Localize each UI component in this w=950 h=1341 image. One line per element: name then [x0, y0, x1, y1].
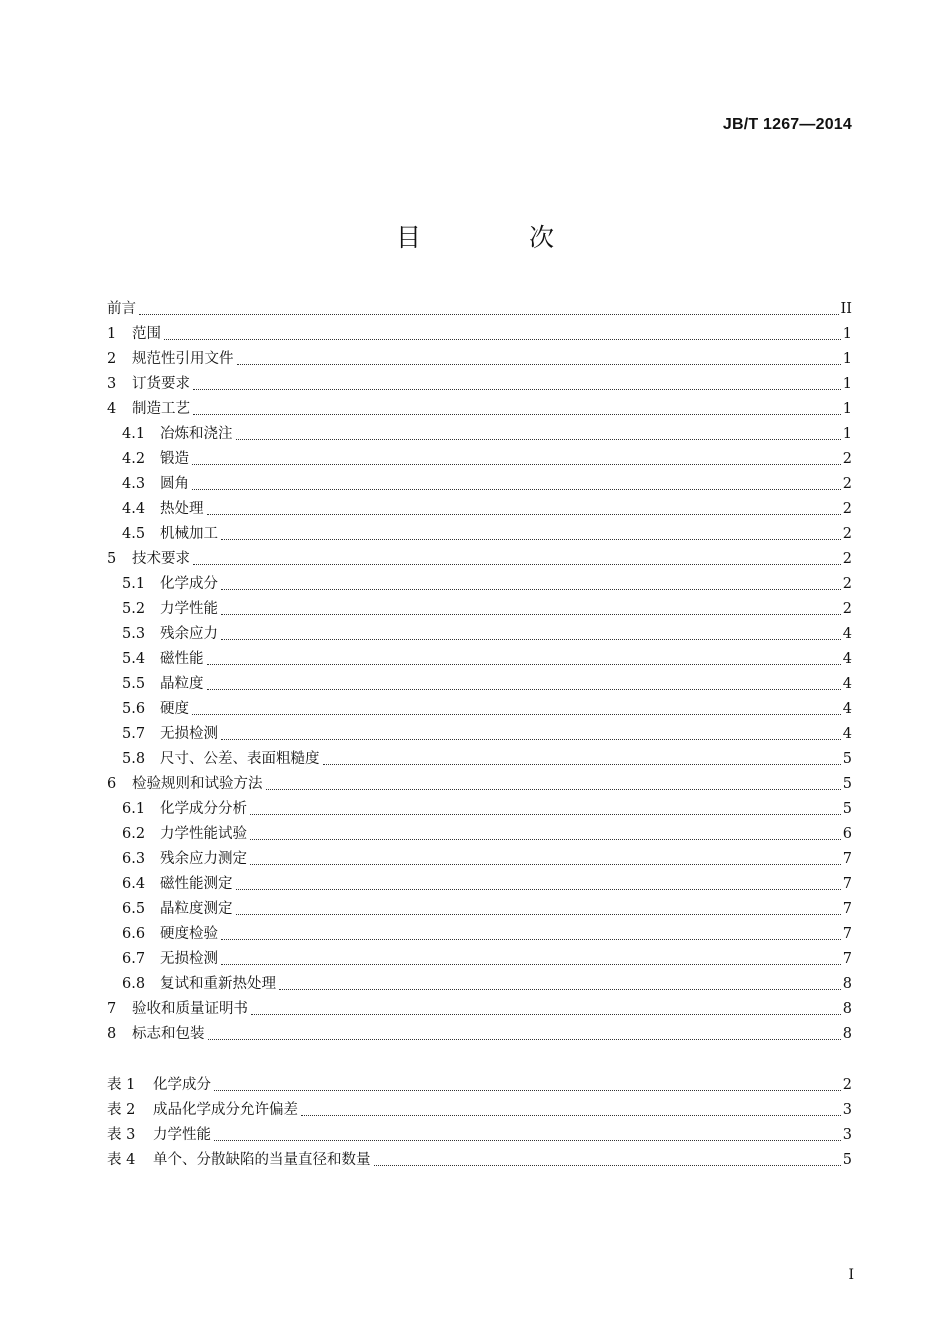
table-entry[interactable] [107, 1098, 852, 1123]
toc-entry[interactable] [107, 297, 852, 322]
entry-page: 8 [842, 976, 852, 992]
toc-list [107, 297, 852, 1047]
entry-label: 磁性能 [160, 651, 204, 667]
toc-entry[interactable] [107, 822, 852, 847]
entry-label: 化学成分分析 [160, 801, 247, 817]
entry-label: 化学成分 [153, 1077, 211, 1093]
dot-leader [221, 938, 841, 940]
entry-label: 残余应力测定 [160, 851, 247, 867]
dot-leader [374, 1164, 841, 1166]
entry-label: 尺寸、公差、表面粗糙度 [160, 751, 320, 767]
entry-page: 5 [842, 1152, 852, 1168]
toc-entry[interactable] [107, 997, 852, 1022]
entry-number: 5 [107, 551, 117, 567]
entry-number: 6.7 [122, 951, 146, 967]
standard-code: JB/T 1267—2014 [722, 116, 852, 133]
entry-label: 硬度检验 [160, 926, 218, 942]
entry-label: 验收和质量证明书 [132, 1001, 248, 1017]
entry-number: 4 [107, 401, 117, 417]
dot-leader [266, 788, 841, 790]
dot-leader [250, 863, 841, 865]
toc-entry[interactable] [107, 472, 852, 497]
entry-page: 7 [842, 901, 852, 917]
dot-leader [221, 638, 841, 640]
entry-number: 5.8 [122, 751, 146, 767]
entry-label: 冶炼和浇注 [160, 426, 233, 442]
dot-leader [236, 438, 841, 440]
entry-number: 6.3 [122, 851, 146, 867]
entry-label: 无损检测 [160, 951, 218, 967]
entry-label: 成品化学成分允许偏差 [153, 1102, 298, 1118]
entry-number: 4.4 [122, 501, 146, 517]
entry-number: 5.6 [122, 701, 146, 717]
entry-number: 8 [107, 1026, 117, 1042]
entry-page: 1 [842, 376, 852, 392]
dot-leader [214, 1089, 841, 1091]
dot-leader [301, 1114, 841, 1116]
toc-entry[interactable] [107, 597, 852, 622]
entry-label: 技术要求 [132, 551, 190, 567]
entry-page: 4 [842, 726, 852, 742]
entry-number: 表 2 [107, 1102, 136, 1118]
toc-entry[interactable] [107, 647, 852, 672]
dot-leader [221, 538, 841, 540]
toc-entry[interactable] [107, 722, 852, 747]
entry-page: 1 [842, 426, 852, 442]
dot-leader [221, 613, 841, 615]
entry-number: 3 [107, 376, 117, 392]
entry-label: 磁性能测定 [160, 876, 233, 892]
toc-entry[interactable] [107, 322, 852, 347]
entry-page: 2 [842, 526, 852, 542]
entry-label: 机械加工 [160, 526, 218, 542]
table-entry[interactable] [107, 1123, 852, 1148]
entry-number: 4.3 [122, 476, 146, 492]
table-list [107, 1073, 852, 1173]
toc-entry[interactable] [107, 772, 852, 797]
table-entry[interactable] [107, 1073, 852, 1098]
entry-page: 1 [842, 326, 852, 342]
entry-label: 残余应力 [160, 626, 218, 642]
toc-entry[interactable] [107, 372, 852, 397]
entry-page: 2 [842, 476, 852, 492]
toc-entry[interactable] [107, 847, 852, 872]
entry-page: 7 [842, 951, 852, 967]
entry-label: 力学性能 [160, 601, 218, 617]
table-entry[interactable] [107, 1148, 852, 1173]
dot-leader [208, 1038, 841, 1040]
dot-leader [164, 338, 841, 340]
entry-page: 5 [842, 801, 852, 817]
entry-number: 5.1 [122, 576, 146, 592]
entry-number: 4.2 [122, 451, 146, 467]
toc-entry[interactable] [107, 897, 852, 922]
entry-label: 化学成分 [160, 576, 218, 592]
entry-number: 6.8 [122, 976, 146, 992]
toc-entry[interactable] [107, 972, 852, 997]
toc-entry[interactable] [107, 747, 852, 772]
toc-entry[interactable] [107, 397, 852, 422]
entry-label: 圆角 [160, 476, 189, 492]
entry-label: 晶粒度测定 [160, 901, 233, 917]
entry-page: 7 [842, 851, 852, 867]
entry-page: 4 [842, 701, 852, 717]
entry-label: 力学性能试验 [160, 826, 247, 842]
dot-leader [214, 1139, 841, 1141]
toc-entry[interactable] [107, 547, 852, 572]
entry-label: 热处理 [160, 501, 204, 517]
entry-number: 表 1 [107, 1077, 136, 1093]
entry-label: 晶粒度 [160, 676, 204, 692]
entry-page: 4 [842, 676, 852, 692]
dot-leader [207, 663, 841, 665]
entry-label: 前言 [107, 301, 136, 317]
toc-entry[interactable] [107, 622, 852, 647]
dot-leader [279, 988, 841, 990]
page-number: I [848, 1267, 854, 1283]
entry-page: 6 [842, 826, 852, 842]
entry-page: II [840, 301, 852, 317]
dot-leader [139, 313, 839, 315]
entry-number: 6.2 [122, 826, 146, 842]
entry-number: 5.3 [122, 626, 146, 642]
entry-number: 6 [107, 776, 117, 792]
toc-entry[interactable] [107, 347, 852, 372]
entry-page: 8 [842, 1026, 852, 1042]
toc-entry[interactable] [107, 697, 852, 722]
entry-label: 无损检测 [160, 726, 218, 742]
entry-page: 2 [842, 501, 852, 517]
dot-leader [192, 488, 841, 490]
entry-page: 2 [842, 551, 852, 567]
entry-number: 4.1 [122, 426, 146, 442]
entry-label: 单个、分散缺陷的当量直径和数量 [153, 1152, 371, 1168]
entry-label: 检验规则和试验方法 [132, 776, 263, 792]
entry-number: 7 [107, 1001, 117, 1017]
entry-number: 5.2 [122, 601, 146, 617]
entry-page: 2 [842, 451, 852, 467]
dot-leader [193, 563, 841, 565]
toc-entry[interactable] [107, 872, 852, 897]
entry-number: 6.5 [122, 901, 146, 917]
entry-number: 6.1 [122, 801, 146, 817]
entry-label: 力学性能 [153, 1127, 211, 1143]
dot-leader [236, 913, 841, 915]
entry-page: 5 [842, 751, 852, 767]
entry-label: 规范性引用文件 [132, 351, 234, 367]
entry-number: 1 [107, 326, 117, 342]
dot-leader [207, 513, 841, 515]
entry-number: 表 3 [107, 1127, 136, 1143]
toc-entry[interactable] [107, 572, 852, 597]
entry-number: 5.7 [122, 726, 146, 742]
toc-entry[interactable] [107, 797, 852, 822]
toc-title: 目 次 [396, 223, 604, 252]
entry-label: 标志和包装 [132, 1026, 205, 1042]
entry-number: 6.6 [122, 926, 146, 942]
dot-leader [193, 413, 841, 415]
entry-label: 硬度 [160, 701, 189, 717]
dot-leader [193, 388, 841, 390]
dot-leader [236, 888, 841, 890]
entry-page: 2 [842, 601, 852, 617]
entry-label: 锻造 [160, 451, 189, 467]
toc-entry[interactable] [107, 1022, 852, 1047]
entry-page: 4 [842, 626, 852, 642]
entry-page: 8 [842, 1001, 852, 1017]
toc-entry[interactable] [107, 947, 852, 972]
dot-leader [192, 463, 841, 465]
entry-page: 1 [842, 401, 852, 417]
dot-leader [221, 588, 841, 590]
entry-number: 4.5 [122, 526, 146, 542]
toc-entry[interactable] [107, 497, 852, 522]
dot-leader [237, 363, 841, 365]
entry-number: 表 4 [107, 1152, 136, 1168]
entry-number: 2 [107, 351, 117, 367]
entry-page: 2 [842, 576, 852, 592]
entry-number: 5.5 [122, 676, 146, 692]
toc-entry[interactable] [107, 522, 852, 547]
dot-leader [221, 963, 841, 965]
entry-page: 3 [842, 1102, 852, 1118]
dot-leader [251, 1013, 841, 1015]
entry-page: 3 [842, 1127, 852, 1143]
dot-leader [221, 738, 841, 740]
toc-entry[interactable] [107, 672, 852, 697]
entry-label: 制造工艺 [132, 401, 190, 417]
toc-entry[interactable] [107, 922, 852, 947]
entry-page: 1 [842, 351, 852, 367]
dot-leader [192, 713, 841, 715]
entry-label: 范围 [132, 326, 161, 342]
entry-page: 7 [842, 876, 852, 892]
dot-leader [250, 813, 841, 815]
toc-entry[interactable] [107, 447, 852, 472]
entry-page: 4 [842, 651, 852, 667]
entry-page: 5 [842, 776, 852, 792]
dot-leader [207, 688, 841, 690]
entry-number: 5.4 [122, 651, 146, 667]
entry-label: 订货要求 [132, 376, 190, 392]
entry-number: 6.4 [122, 876, 146, 892]
entry-page: 7 [842, 926, 852, 942]
entry-page: 2 [842, 1077, 852, 1093]
entry-label: 复试和重新热处理 [160, 976, 276, 992]
dot-leader [250, 838, 841, 840]
toc-entry[interactable] [107, 422, 852, 447]
dot-leader [323, 763, 841, 765]
